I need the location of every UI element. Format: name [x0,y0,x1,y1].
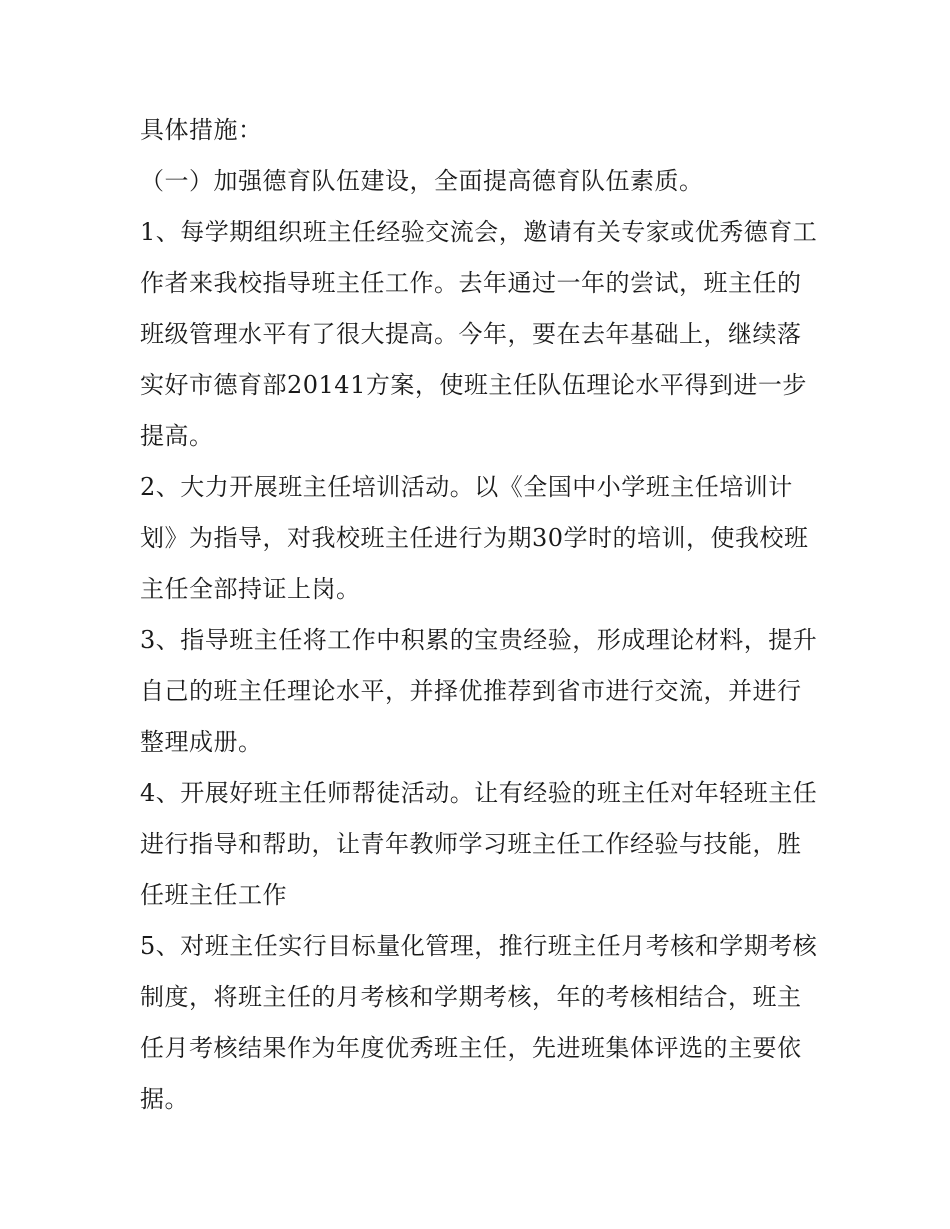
measure-item-2: 2、大力开展班主任培训活动。以《全国中小学班主任培训计划》为指导，对我校班主任进行为期30学时的培训，使我校班主任全部持证上岗。 [140,473,809,603]
document-body [140,105,820,1125]
measure-item-4: 4、开展好班主任师帮徒活动。让有经验的班主任对年轻班主任进行指导和帮助，让青年教师学习班主任工作经验与技能，胜任班主任工作 [140,779,818,909]
measure-item-1: 1、每学期组织班主任经验交流会，邀请有关专家或优秀德育工作者来我校指导班主任工作。去年通过一年的尝试，班主任的班级管理水平有了很大提高。今年，要在去年基础上，继续落实好市德育部20141方案，使班主任队伍理论水平得到进一步提高。 [140,218,818,450]
measures-heading: 具体措施： [140,116,263,144]
measure-item-5: 5、对班主任实行目标量化管理，推行班主任月考核和学期考核制度，将班主任的月考核和学期考核，年的考核相结合，班主任月考核结果作为年度优秀班主任，先进班集体评选的主要依据。 [140,932,818,1113]
section-title: （一）加强德育队伍建设，全面提高德育队伍素质。 [140,167,704,195]
measure-item-3: 3、指导班主任将工作中积累的宝贵经验，形成理论材料，提升自己的班主任理论水平，并择优推荐到省市进行交流，并进行整理成册。 [140,626,818,756]
